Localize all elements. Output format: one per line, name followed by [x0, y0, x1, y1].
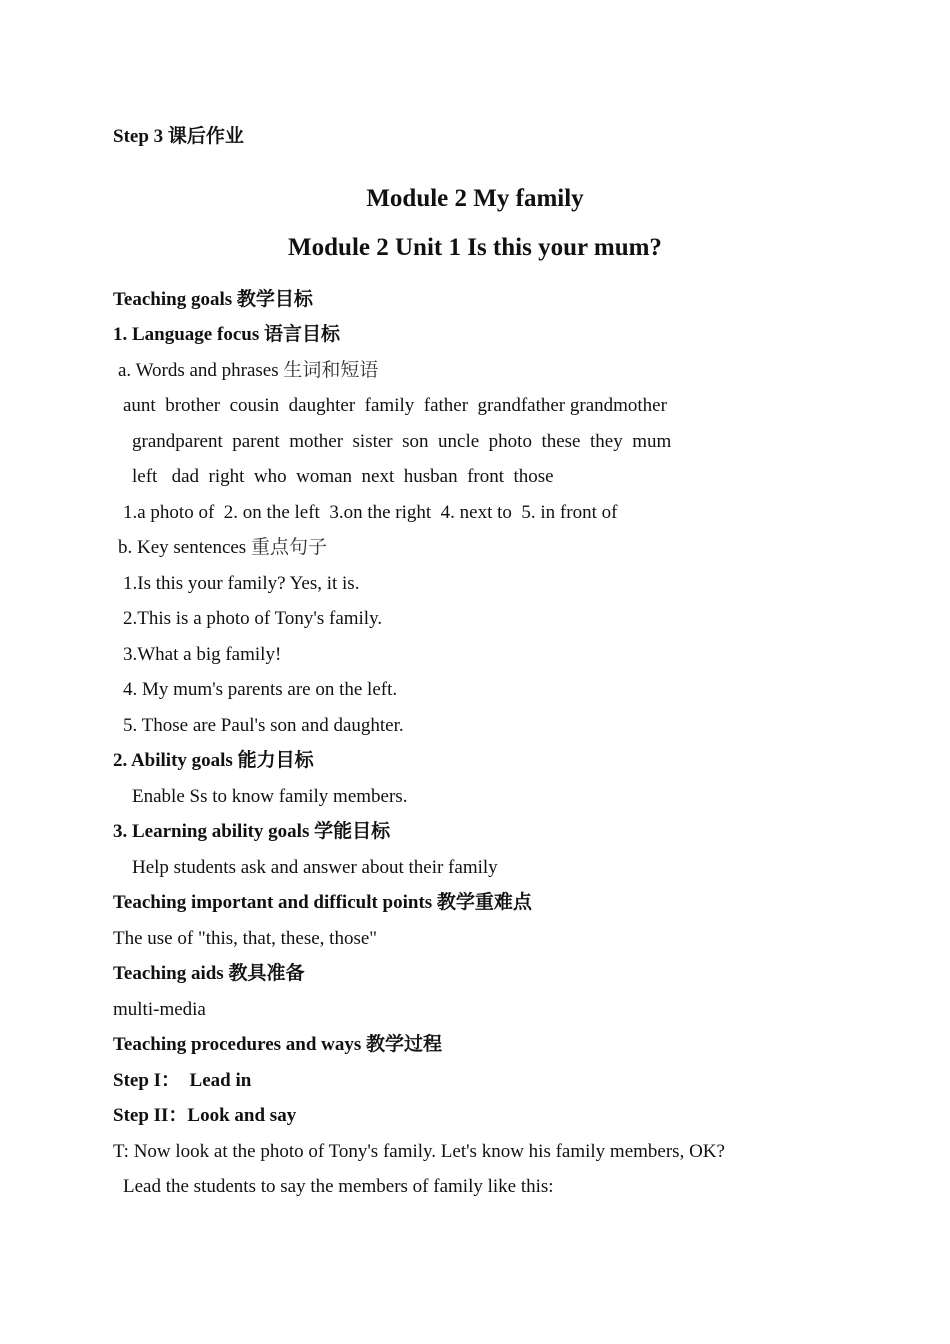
learning-ability-text: Help students ask and answer about their family [132, 857, 498, 878]
key-sentence: 1.Is this your family? Yes, it is. [123, 573, 360, 594]
words-phrases-label-en: a. Words and phrases [118, 360, 284, 381]
teaching-aids-text: multi-media [113, 999, 206, 1020]
key-sentence: 4. My mum's parents are on the left. [123, 679, 398, 700]
unit-title: Module 2 Unit 1 Is this your mum? [288, 234, 662, 261]
module-title: Module 2 My family [366, 185, 584, 212]
important-points-heading: Teaching important and difficult points 教学重难点 [113, 892, 532, 913]
step1-heading: Step I： Lead in [113, 1070, 252, 1091]
word-line: grandparent parent mother sister son uncle photo these they mum [132, 431, 672, 452]
key-sentences-label-en: b. Key sentences [118, 537, 251, 558]
step3-heading: Step 3 课后作业 [113, 126, 244, 147]
language-focus-heading: 1. Language focus 语言目标 [113, 324, 340, 345]
key-sentences-label-cn: 重点句子 [250, 537, 327, 558]
word-line: aunt brother cousin daughter family father grandfather grandmother [123, 395, 667, 416]
step2-heading: Step II：Look and say [113, 1105, 297, 1126]
word-line: left dad right who woman next husban front those [132, 466, 554, 487]
ability-goals-heading: 2. Ability goals 能力目标 [113, 750, 314, 771]
key-sentence: 3.What a big family! [123, 644, 282, 665]
words-phrases-label-cn: 生词和短语 [283, 360, 379, 381]
teacher-line: T: Now look at the photo of Tony's family. Let's know his family members, OK? [113, 1141, 725, 1162]
phrases-line: 1.a photo of 2. on the left 3.on the right 4. next to 5. in front of [123, 502, 618, 523]
ability-goals-text: Enable Ss to know family members. [132, 786, 408, 807]
teaching-aids-heading: Teaching aids 教具准备 [113, 963, 305, 984]
key-sentences-label [118, 536, 327, 560]
important-points-text: The use of "this, that, these, those" [113, 928, 378, 949]
words-phrases-label [118, 359, 378, 383]
lead-line: Lead the students to say the members of family like this: [123, 1176, 554, 1197]
learning-ability-heading: 3. Learning ability goals 学能目标 [113, 821, 391, 842]
procedures-heading: Teaching procedures and ways 教学过程 [113, 1034, 443, 1055]
teaching-goals-heading: Teaching goals 教学目标 [113, 289, 313, 310]
key-sentence: 5. Those are Paul's son and daughter. [123, 715, 404, 736]
key-sentence: 2.This is a photo of Tony's family. [123, 608, 383, 629]
